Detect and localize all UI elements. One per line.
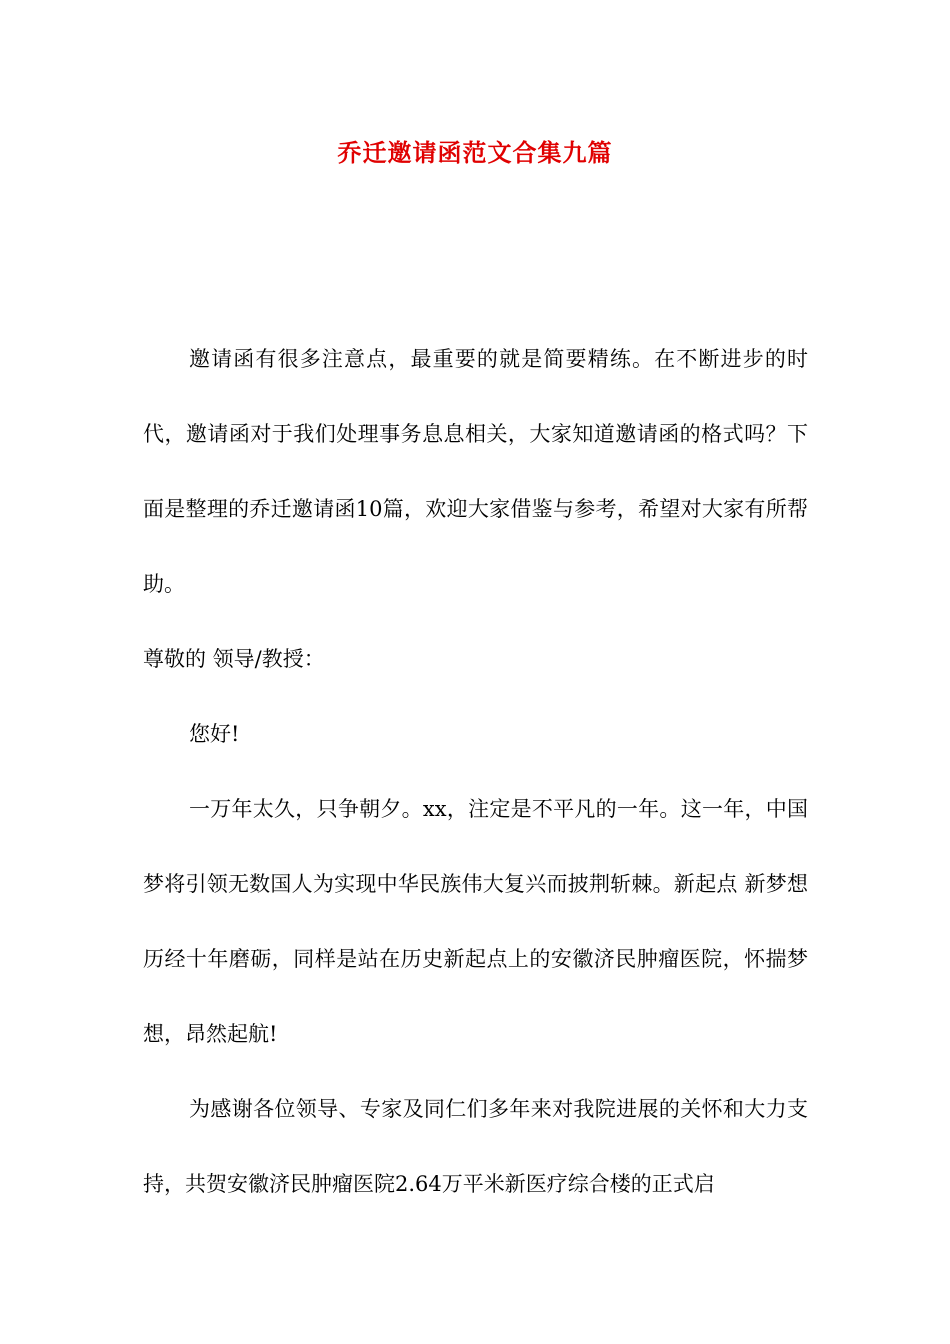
body-paragraph-2: 为感谢各位领导、专家及同仁们多年来对我院进展的关怀和大力支持，共贺安徽济民肿瘤医院2.64万平米新医疗综合楼的正式启: [143, 1097, 808, 1196]
salutation-line: 尊敬的 领导/教授：: [143, 647, 325, 671]
greeting-line: 您好!: [189, 722, 240, 746]
document-title: 乔迁邀请函范文合集九篇: [337, 138, 613, 167]
intro-paragraph: 邀请函有很多注意点，最重要的就是简要精练。在不断进步的时代，邀请函对于我们处理事务息息相关，大家知道邀请函的格式吗？下面是整理的乔迁邀请函10篇，欢迎大家借鉴与参考，希望对大家有所帮助。: [143, 347, 808, 596]
document-body: [143, 322, 808, 1222]
body-paragraph-1: 一万年太久，只争朝夕。xx，注定是不平凡的一年。这一年，中国梦将引领无数国人为实现中华民族伟大复兴而披荆斩棘。新起点 新梦想历经十年磨砺，同样是站在历史新起点上的安徽济民肿瘤医院，怀揣梦想，昂然起航!: [143, 797, 808, 1046]
